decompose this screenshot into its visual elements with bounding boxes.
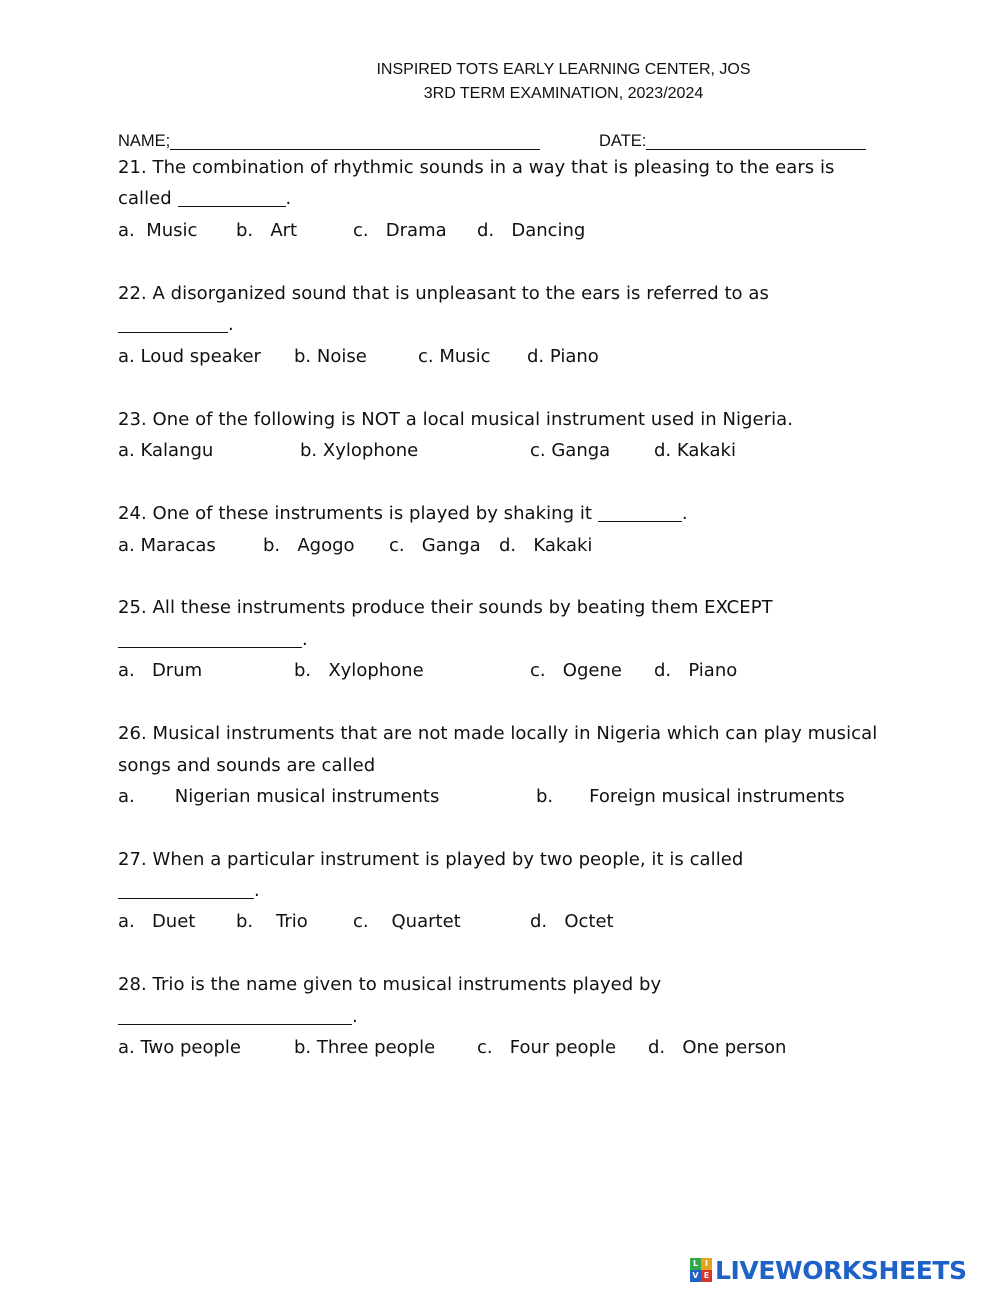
question-25-period: .	[302, 629, 308, 650]
mark-cell: I	[701, 1258, 712, 1270]
question-22-period: .	[228, 314, 234, 335]
option-letter: b.	[236, 220, 254, 241]
option-letter: c.	[418, 346, 434, 367]
option-letter: b.	[536, 786, 554, 807]
date-blank[interactable]	[646, 132, 866, 150]
date-label: DATE:	[599, 132, 647, 150]
option-25-c[interactable]	[530, 660, 622, 681]
question-25-text-cont	[118, 629, 308, 650]
question-25-blank[interactable]	[118, 629, 302, 648]
mark-cell: V	[690, 1270, 701, 1282]
option-text: Duet	[151, 911, 196, 932]
question-22-blank[interactable]	[118, 314, 228, 333]
option-letter: d.	[477, 220, 495, 241]
option-23-a[interactable]	[118, 440, 213, 461]
option-letter: a.	[118, 535, 135, 556]
mark-cell: E	[701, 1270, 712, 1282]
option-22-c[interactable]	[418, 346, 491, 367]
option-text: Ganga	[551, 440, 611, 461]
option-21-a[interactable]	[118, 220, 197, 241]
option-letter: d.	[654, 660, 672, 681]
option-text: Loud speaker	[140, 346, 261, 367]
question-27-blank[interactable]	[118, 880, 254, 899]
logo-text: LIVEWORKSHEETS	[715, 1255, 967, 1285]
option-letter: c.	[530, 660, 546, 681]
option-28-a[interactable]	[118, 1037, 241, 1058]
option-26-a[interactable]	[118, 786, 439, 807]
option-letter: c.	[353, 220, 369, 241]
option-text: Ganga	[421, 535, 481, 556]
option-letter: d.	[530, 911, 548, 932]
option-letter: b.	[294, 1037, 312, 1058]
question-21-text: 21. The combination of rhythmic sounds in a way that is pleasing to the ears is	[118, 157, 835, 178]
option-23-d[interactable]	[654, 440, 736, 461]
question-23-text: 23. One of the following is NOT a local musical instrument used in Nigeria.	[118, 409, 793, 430]
question-24-period: .	[681, 503, 688, 524]
option-text: Drum	[151, 660, 203, 681]
name-blank[interactable]	[170, 132, 540, 150]
option-letter: b.	[294, 660, 312, 681]
question-24-line1: 24. One of these instruments is played by shaking it	[118, 503, 593, 524]
option-letter: c.	[477, 1037, 493, 1058]
option-27-a[interactable]	[118, 911, 195, 932]
question-26-text-cont: songs and sounds are called	[118, 755, 376, 776]
question-27-text-cont	[118, 880, 260, 901]
exam-title: 3RD TERM EXAMINATION, 2023/2024	[423, 85, 704, 102]
option-letter: b.	[263, 535, 281, 556]
option-25-d[interactable]	[654, 660, 737, 681]
option-text: Drama	[385, 220, 447, 241]
question-27-period: .	[254, 880, 260, 901]
option-letter: d.	[654, 440, 672, 461]
option-text: Kakaki	[533, 535, 593, 556]
option-letter: c.	[530, 440, 546, 461]
option-letter: d.	[499, 535, 517, 556]
option-letter: b.	[236, 911, 254, 932]
option-text: Agogo	[297, 535, 355, 556]
option-23-b[interactable]	[300, 440, 418, 461]
option-text: Maracas	[140, 535, 216, 556]
question-22-text: 22. A disorganized sound that is unpleasant to the ears is referred to as	[118, 283, 769, 304]
option-25-a[interactable]	[118, 660, 202, 681]
liveworksheets-logo	[690, 1254, 967, 1286]
option-27-d[interactable]	[530, 911, 614, 932]
option-21-b[interactable]	[236, 220, 297, 241]
option-text: Art	[270, 220, 298, 241]
option-letter: d.	[527, 346, 545, 367]
option-text: Music	[146, 220, 198, 241]
option-text: Ogene	[562, 660, 622, 681]
option-text: Xylophone	[322, 440, 419, 461]
option-21-c[interactable]	[353, 220, 447, 241]
option-letter: c.	[389, 535, 405, 556]
option-text: Three people	[316, 1037, 436, 1058]
option-text: Nigerian musical instruments	[174, 786, 440, 807]
option-27-b[interactable]	[236, 911, 308, 932]
option-22-a[interactable]	[118, 346, 261, 367]
name-field	[118, 132, 540, 151]
option-text: Trio	[276, 911, 308, 932]
option-letter: a.	[118, 786, 135, 807]
option-text: Octet	[564, 911, 614, 932]
liveworksheets-mark-icon	[690, 1258, 712, 1282]
option-text: Foreign musical instruments	[589, 786, 845, 807]
option-letter: c.	[353, 911, 369, 932]
option-28-c[interactable]	[477, 1037, 616, 1058]
option-text: Kalangu	[140, 440, 214, 461]
option-text: Four people	[509, 1037, 617, 1058]
option-text: Quartet	[391, 911, 461, 932]
question-26-text: 26. Musical instruments that are not made locally in Nigeria which can play musical	[118, 723, 878, 744]
option-text: Kakaki	[676, 440, 736, 461]
question-21-period: .	[285, 188, 292, 209]
option-22-b[interactable]	[294, 346, 367, 367]
question-27-text: 27. When a particular instrument is played by two people, it is called	[118, 849, 744, 870]
option-letter: a.	[118, 440, 135, 461]
option-28-b[interactable]	[294, 1037, 435, 1058]
school-name: INSPIRED TOTS EARLY LEARNING CENTER, JOS	[376, 61, 751, 78]
question-24-text	[118, 503, 688, 524]
option-text: One person	[682, 1037, 787, 1058]
question-21-blank[interactable]	[178, 188, 286, 207]
option-text: Xylophone	[328, 660, 424, 681]
option-letter: a.	[118, 346, 135, 367]
option-letter: a.	[118, 220, 135, 241]
option-21-d[interactable]	[477, 220, 585, 241]
option-letter: d.	[648, 1037, 666, 1058]
question-28-text: 28. Trio is the name given to musical instruments played by	[118, 974, 662, 995]
option-text: Music	[439, 346, 491, 367]
option-25-b[interactable]	[294, 660, 424, 681]
option-text: Piano	[688, 660, 738, 681]
option-text: Two people	[140, 1037, 241, 1058]
question-28-period: .	[352, 1006, 358, 1027]
option-text: Noise	[316, 346, 367, 367]
option-24-b[interactable]	[263, 535, 355, 556]
option-24-c[interactable]	[389, 535, 481, 556]
question-22-text-cont	[118, 314, 234, 335]
question-25-text: 25. All these instruments produce their sounds by beating them EXCEPT	[118, 597, 773, 618]
option-26-b[interactable]	[536, 786, 845, 807]
option-22-d[interactable]	[527, 346, 599, 367]
question-21-line2: called	[118, 188, 172, 209]
option-letter: b.	[300, 440, 318, 461]
question-21-text-cont	[118, 188, 291, 209]
option-text: Piano	[549, 346, 599, 367]
question-28-text-cont	[118, 1006, 358, 1027]
option-letter: a.	[118, 660, 135, 681]
option-23-c[interactable]	[530, 440, 610, 461]
name-label: NAME;	[118, 132, 171, 150]
option-27-c[interactable]	[353, 911, 461, 932]
question-28-blank[interactable]	[118, 1006, 352, 1025]
option-text: Dancing	[511, 220, 586, 241]
question-24-blank[interactable]	[598, 503, 682, 522]
option-letter: a.	[118, 1037, 135, 1058]
option-24-a[interactable]	[118, 535, 216, 556]
option-24-d[interactable]	[499, 535, 592, 556]
option-letter: a.	[118, 911, 135, 932]
option-28-d[interactable]	[648, 1037, 786, 1058]
option-letter: b.	[294, 346, 312, 367]
mark-cell: L	[690, 1258, 701, 1270]
date-field	[599, 132, 866, 151]
